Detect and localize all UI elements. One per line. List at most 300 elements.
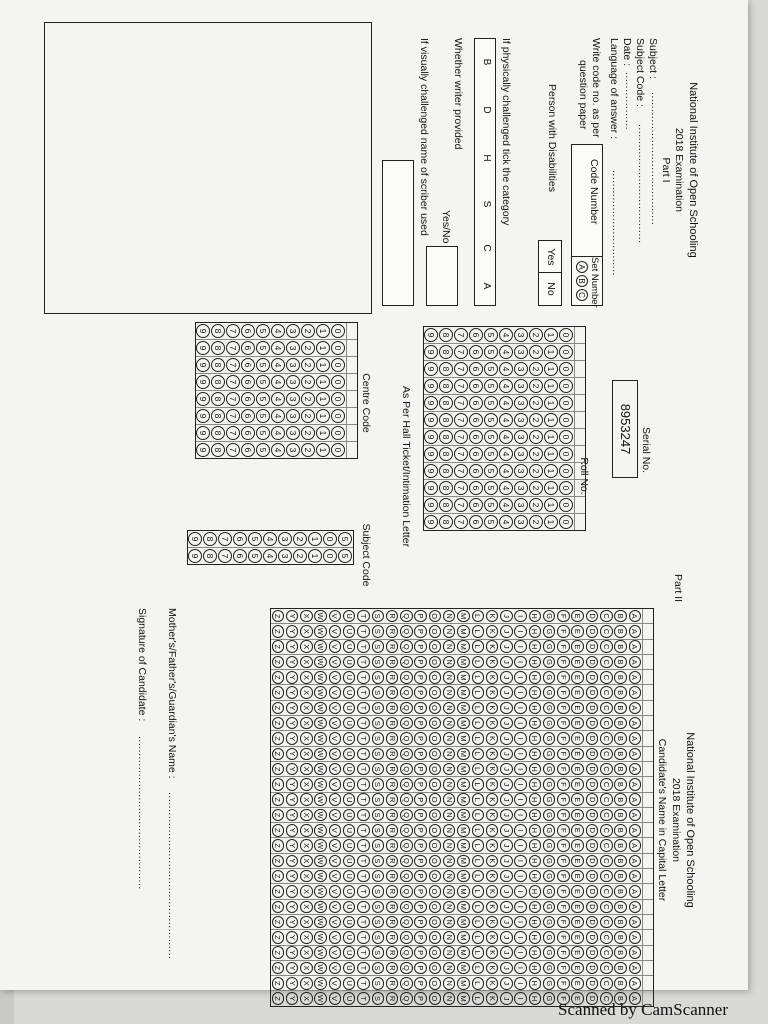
name-bubble[interactable]: L <box>472 686 485 699</box>
roll-bubble[interactable]: 3 <box>515 328 529 342</box>
name-bubble[interactable]: F <box>557 931 570 944</box>
name-bubble[interactable]: J <box>500 916 513 929</box>
name-bubble[interactable]: H <box>529 992 542 1005</box>
name-bubble[interactable]: C <box>600 625 613 638</box>
name-bubble[interactable]: M <box>457 824 470 837</box>
category-s[interactable]: S <box>481 200 492 208</box>
name-bubble[interactable]: T <box>357 640 370 653</box>
name-bubble[interactable]: E <box>571 885 584 898</box>
name-bubble[interactable]: F <box>557 717 570 730</box>
name-bubble[interactable]: L <box>472 962 485 975</box>
centre-bubble[interactable]: 9 <box>197 392 211 406</box>
name-bubble[interactable]: W <box>314 686 327 699</box>
name-bubble[interactable]: S <box>372 870 385 883</box>
name-bubble[interactable]: K <box>486 931 499 944</box>
name-write-cell[interactable] <box>642 670 653 684</box>
roll-bubble[interactable]: 0 <box>560 464 574 478</box>
name-bubble[interactable]: C <box>600 763 613 776</box>
name-bubble[interactable]: E <box>571 946 584 959</box>
subject-code-bubble[interactable]: 6 <box>234 532 248 546</box>
name-bubble[interactable]: D <box>586 748 599 761</box>
name-bubble[interactable]: E <box>571 763 584 776</box>
roll-bubble[interactable]: 1 <box>545 481 559 495</box>
name-bubble[interactable]: O <box>429 977 442 990</box>
name-bubble[interactable]: V <box>329 992 342 1005</box>
roll-bubble[interactable]: 5 <box>485 447 499 461</box>
name-bubble[interactable]: A <box>629 885 642 898</box>
name-write-cell[interactable] <box>642 976 653 990</box>
roll-bubble[interactable]: 2 <box>530 515 544 529</box>
name-bubble[interactable]: X <box>300 625 313 638</box>
name-bubble[interactable]: S <box>372 931 385 944</box>
name-bubble[interactable]: Y <box>286 748 299 761</box>
name-bubble[interactable]: X <box>300 885 313 898</box>
name-bubble[interactable]: L <box>472 916 485 929</box>
name-bubble[interactable]: M <box>457 702 470 715</box>
name-bubble[interactable]: T <box>357 992 370 1005</box>
name-bubble[interactable]: N <box>443 640 456 653</box>
roll-write-cell[interactable] <box>574 463 585 479</box>
name-bubble[interactable]: S <box>372 839 385 852</box>
name-bubble[interactable]: L <box>472 778 485 791</box>
name-bubble[interactable]: E <box>571 656 584 669</box>
name-bubble[interactable]: E <box>571 855 584 868</box>
name-bubble[interactable]: K <box>486 885 499 898</box>
roll-bubble[interactable]: 1 <box>545 345 559 359</box>
roll-bubble[interactable]: 6 <box>470 379 484 393</box>
name-bubble[interactable]: G <box>543 870 556 883</box>
name-bubble[interactable]: E <box>571 778 584 791</box>
roll-bubble[interactable]: 8 <box>440 447 454 461</box>
name-bubble[interactable]: U <box>343 732 356 745</box>
centre-bubble[interactable]: 0 <box>332 341 346 355</box>
name-bubble[interactable]: X <box>300 686 313 699</box>
name-bubble[interactable]: N <box>443 809 456 822</box>
name-bubble[interactable]: W <box>314 671 327 684</box>
name-bubble[interactable]: M <box>457 992 470 1005</box>
name-bubble[interactable]: C <box>600 901 613 914</box>
name-bubble[interactable]: S <box>372 732 385 745</box>
name-bubble[interactable]: S <box>372 992 385 1005</box>
name-bubble[interactable]: E <box>571 916 584 929</box>
roll-bubble[interactable]: 9 <box>425 328 439 342</box>
name-bubble[interactable]: N <box>443 946 456 959</box>
name-bubble[interactable]: O <box>429 809 442 822</box>
name-bubble[interactable]: H <box>529 977 542 990</box>
name-bubble[interactable]: Q <box>400 885 413 898</box>
subject-code-bubble[interactable]: 8 <box>204 532 218 546</box>
subject-code-bubble[interactable]: 2 <box>294 532 308 546</box>
name-bubble[interactable]: K <box>486 778 499 791</box>
name-bubble[interactable]: F <box>557 748 570 761</box>
centre-bubble[interactable]: 8 <box>212 324 226 338</box>
roll-bubble[interactable]: 7 <box>455 413 469 427</box>
roll-bubble[interactable]: 4 <box>500 396 514 410</box>
name-bubble[interactable]: X <box>300 809 313 822</box>
name-bubble[interactable]: C <box>600 931 613 944</box>
subject-code-bubble[interactable]: 3 <box>279 549 293 563</box>
category-d[interactable]: D <box>481 106 492 114</box>
name-bubble[interactable]: N <box>443 855 456 868</box>
name-bubble[interactable]: K <box>486 901 499 914</box>
name-bubble[interactable]: M <box>457 671 470 684</box>
centre-bubble[interactable]: 2 <box>302 375 316 389</box>
name-bubble[interactable]: G <box>543 763 556 776</box>
centre-bubble[interactable]: 9 <box>197 426 211 440</box>
roll-write-cell[interactable] <box>574 327 585 343</box>
name-bubble[interactable]: B <box>614 717 627 730</box>
name-write-cell[interactable] <box>642 900 653 914</box>
name-bubble[interactable]: S <box>372 748 385 761</box>
roll-bubble[interactable]: 2 <box>530 413 544 427</box>
centre-bubble[interactable]: 9 <box>197 358 211 372</box>
name-bubble[interactable]: I <box>514 717 527 730</box>
name-bubble[interactable]: B <box>614 778 627 791</box>
name-bubble[interactable]: P <box>414 824 427 837</box>
name-bubble[interactable]: Z <box>272 778 285 791</box>
name-bubble[interactable]: N <box>443 870 456 883</box>
centre-bubble[interactable]: 2 <box>302 358 316 372</box>
roll-bubble[interactable]: 4 <box>500 379 514 393</box>
name-bubble[interactable]: J <box>500 763 513 776</box>
name-bubble[interactable]: Q <box>400 640 413 653</box>
name-bubble[interactable]: U <box>343 901 356 914</box>
name-bubble[interactable]: I <box>514 702 527 715</box>
roll-bubble[interactable]: 3 <box>515 447 529 461</box>
name-bubble[interactable]: M <box>457 732 470 745</box>
roll-bubble[interactable]: 8 <box>440 413 454 427</box>
roll-bubble[interactable]: 7 <box>455 498 469 512</box>
yes-box[interactable] <box>538 240 562 274</box>
roll-bubble[interactable]: 6 <box>470 464 484 478</box>
roll-write-cell[interactable] <box>574 395 585 411</box>
name-bubble[interactable]: A <box>629 686 642 699</box>
name-bubble[interactable]: D <box>586 656 599 669</box>
name-bubble[interactable]: X <box>300 702 313 715</box>
name-bubble[interactable]: U <box>343 686 356 699</box>
name-bubble[interactable]: S <box>372 885 385 898</box>
name-bubble[interactable]: Y <box>286 946 299 959</box>
name-bubble[interactable]: I <box>514 671 527 684</box>
name-bubble[interactable]: H <box>529 855 542 868</box>
name-bubble[interactable]: J <box>500 962 513 975</box>
name-bubble[interactable]: R <box>386 625 399 638</box>
name-bubble[interactable]: U <box>343 763 356 776</box>
name-bubble[interactable]: R <box>386 732 399 745</box>
name-bubble[interactable]: B <box>614 839 627 852</box>
centre-bubble[interactable]: 7 <box>227 443 241 457</box>
name-bubble[interactable]: Z <box>272 610 285 623</box>
name-bubble[interactable]: Z <box>272 824 285 837</box>
name-bubble[interactable]: V <box>329 610 342 623</box>
centre-write-cell[interactable] <box>346 374 357 390</box>
centre-bubble[interactable]: 1 <box>317 443 331 457</box>
name-bubble[interactable]: Z <box>272 717 285 730</box>
roll-bubble[interactable]: 6 <box>470 345 484 359</box>
name-bubble[interactable]: R <box>386 839 399 852</box>
name-bubble[interactable]: D <box>586 931 599 944</box>
name-bubble[interactable]: J <box>500 977 513 990</box>
name-bubble[interactable]: U <box>343 977 356 990</box>
roll-bubble[interactable]: 9 <box>425 447 439 461</box>
centre-bubble[interactable]: 4 <box>272 443 286 457</box>
name-bubble[interactable]: Y <box>286 702 299 715</box>
roll-bubble[interactable]: 9 <box>425 481 439 495</box>
name-bubble[interactable]: E <box>571 824 584 837</box>
name-bubble[interactable]: A <box>629 916 642 929</box>
name-bubble[interactable]: Q <box>400 702 413 715</box>
centre-bubble[interactable]: 0 <box>332 426 346 440</box>
name-bubble[interactable]: T <box>357 732 370 745</box>
name-bubble[interactable]: I <box>514 732 527 745</box>
name-bubble[interactable]: L <box>472 946 485 959</box>
name-bubble[interactable]: O <box>429 931 442 944</box>
name-bubble[interactable]: P <box>414 916 427 929</box>
category-h[interactable]: H <box>481 154 492 162</box>
centre-bubble[interactable]: 4 <box>272 426 286 440</box>
name-write-cell[interactable] <box>642 961 653 975</box>
name-bubble[interactable]: K <box>486 610 499 623</box>
name-bubble[interactable]: Z <box>272 962 285 975</box>
name-bubble[interactable]: B <box>614 732 627 745</box>
name-bubble[interactable]: M <box>457 901 470 914</box>
name-bubble[interactable]: V <box>329 763 342 776</box>
name-bubble[interactable]: S <box>372 901 385 914</box>
name-bubble[interactable]: U <box>343 610 356 623</box>
name-bubble[interactable]: X <box>300 763 313 776</box>
centre-bubble[interactable]: 9 <box>197 375 211 389</box>
name-bubble[interactable]: H <box>529 824 542 837</box>
name-bubble[interactable]: M <box>457 640 470 653</box>
name-bubble[interactable]: S <box>372 702 385 715</box>
name-bubble[interactable]: T <box>357 824 370 837</box>
name-bubble[interactable]: M <box>457 778 470 791</box>
name-bubble[interactable]: X <box>300 839 313 852</box>
name-bubble[interactable]: X <box>300 855 313 868</box>
name-bubble[interactable]: T <box>357 916 370 929</box>
name-bubble[interactable]: K <box>486 992 499 1005</box>
name-bubble[interactable]: D <box>586 839 599 852</box>
roll-bubble[interactable]: 5 <box>485 396 499 410</box>
name-bubble[interactable]: G <box>543 992 556 1005</box>
name-write-cell[interactable] <box>642 624 653 638</box>
name-bubble[interactable]: I <box>514 885 527 898</box>
name-bubble[interactable]: F <box>557 778 570 791</box>
name-bubble[interactable]: N <box>443 778 456 791</box>
roll-bubble[interactable]: 9 <box>425 430 439 444</box>
name-bubble[interactable]: Y <box>286 778 299 791</box>
name-bubble[interactable]: Y <box>286 640 299 653</box>
name-bubble[interactable]: S <box>372 793 385 806</box>
name-bubble[interactable]: L <box>472 931 485 944</box>
name-bubble[interactable]: Z <box>272 977 285 990</box>
name-bubble[interactable]: L <box>472 717 485 730</box>
centre-bubble[interactable]: 3 <box>287 324 301 338</box>
name-bubble[interactable]: R <box>386 946 399 959</box>
name-bubble[interactable]: O <box>429 793 442 806</box>
name-bubble[interactable]: P <box>414 839 427 852</box>
roll-bubble[interactable]: 8 <box>440 464 454 478</box>
name-bubble[interactable]: W <box>314 748 327 761</box>
centre-bubble[interactable]: 0 <box>332 324 346 338</box>
centre-bubble[interactable]: 1 <box>317 426 331 440</box>
name-bubble[interactable]: Z <box>272 763 285 776</box>
name-bubble[interactable]: D <box>586 901 599 914</box>
name-bubble[interactable]: X <box>300 748 313 761</box>
name-bubble[interactable]: J <box>500 824 513 837</box>
name-bubble[interactable]: B <box>614 977 627 990</box>
roll-bubble[interactable]: 5 <box>485 413 499 427</box>
name-bubble[interactable]: I <box>514 763 527 776</box>
name-bubble[interactable]: S <box>372 610 385 623</box>
name-bubble[interactable]: M <box>457 656 470 669</box>
name-bubble[interactable]: J <box>500 640 513 653</box>
centre-bubble[interactable]: 7 <box>227 375 241 389</box>
name-bubble[interactable]: Y <box>286 717 299 730</box>
name-bubble[interactable]: C <box>600 870 613 883</box>
name-bubble[interactable]: W <box>314 916 327 929</box>
name-bubble[interactable]: M <box>457 946 470 959</box>
name-bubble[interactable]: J <box>500 732 513 745</box>
name-bubble[interactable]: O <box>429 671 442 684</box>
centre-bubble[interactable]: 5 <box>257 324 271 338</box>
centre-bubble[interactable]: 8 <box>212 409 226 423</box>
roll-bubble[interactable]: 1 <box>545 498 559 512</box>
name-bubble[interactable]: L <box>472 901 485 914</box>
name-bubble[interactable]: N <box>443 717 456 730</box>
roll-bubble[interactable]: 3 <box>515 498 529 512</box>
centre-bubble[interactable]: 4 <box>272 375 286 389</box>
roll-bubble[interactable]: 9 <box>425 379 439 393</box>
roll-bubble[interactable]: 2 <box>530 464 544 478</box>
name-bubble[interactable]: T <box>357 793 370 806</box>
name-bubble[interactable]: G <box>543 686 556 699</box>
name-bubble[interactable]: O <box>429 839 442 852</box>
name-bubble[interactable]: T <box>357 809 370 822</box>
name-bubble[interactable]: Q <box>400 855 413 868</box>
name-bubble[interactable]: E <box>571 640 584 653</box>
name-write-cell[interactable] <box>642 869 653 883</box>
roll-bubble[interactable]: 5 <box>485 498 499 512</box>
name-bubble[interactable]: L <box>472 656 485 669</box>
name-bubble[interactable]: Y <box>286 671 299 684</box>
name-bubble[interactable]: Y <box>286 763 299 776</box>
name-bubble[interactable]: G <box>543 916 556 929</box>
name-bubble[interactable]: P <box>414 748 427 761</box>
name-bubble[interactable]: J <box>500 656 513 669</box>
centre-bubble[interactable]: 7 <box>227 341 241 355</box>
name-bubble[interactable]: K <box>486 855 499 868</box>
name-bubble[interactable]: B <box>614 656 627 669</box>
set-option-c[interactable]: C <box>576 289 588 301</box>
centre-bubble[interactable]: 0 <box>332 375 346 389</box>
name-bubble[interactable]: D <box>586 809 599 822</box>
name-bubble[interactable]: F <box>557 992 570 1005</box>
name-bubble[interactable]: V <box>329 702 342 715</box>
roll-bubble[interactable]: 7 <box>455 345 469 359</box>
name-bubble[interactable]: W <box>314 992 327 1005</box>
name-bubble[interactable]: A <box>629 855 642 868</box>
name-bubble[interactable]: A <box>629 962 642 975</box>
name-bubble[interactable]: J <box>500 778 513 791</box>
roll-bubble[interactable]: 1 <box>545 464 559 478</box>
roll-bubble[interactable]: 5 <box>485 379 499 393</box>
centre-bubble[interactable]: 6 <box>242 426 256 440</box>
subject-code-bubble[interactable]: 8 <box>204 549 218 563</box>
name-bubble[interactable]: Q <box>400 870 413 883</box>
name-bubble[interactable]: T <box>357 870 370 883</box>
name-bubble[interactable]: I <box>514 686 527 699</box>
name-bubble[interactable]: A <box>629 656 642 669</box>
name-bubble[interactable]: U <box>343 992 356 1005</box>
name-bubble[interactable]: D <box>586 671 599 684</box>
roll-bubble[interactable]: 2 <box>530 447 544 461</box>
roll-bubble[interactable]: 8 <box>440 481 454 495</box>
centre-bubble[interactable]: 1 <box>317 341 331 355</box>
name-bubble[interactable]: G <box>543 778 556 791</box>
name-bubble[interactable]: H <box>529 839 542 852</box>
name-bubble[interactable]: X <box>300 946 313 959</box>
name-bubble[interactable]: H <box>529 763 542 776</box>
name-bubble[interactable]: H <box>529 793 542 806</box>
name-bubble[interactable]: K <box>486 824 499 837</box>
roll-bubble[interactable]: 0 <box>560 396 574 410</box>
name-bubble[interactable]: H <box>529 625 542 638</box>
roll-bubble[interactable]: 6 <box>470 328 484 342</box>
name-bubble[interactable]: Q <box>400 778 413 791</box>
centre-bubble[interactable]: 5 <box>257 341 271 355</box>
scriber-name-box[interactable] <box>382 160 414 306</box>
name-bubble[interactable]: A <box>629 809 642 822</box>
name-bubble[interactable]: N <box>443 885 456 898</box>
centre-bubble[interactable]: 3 <box>287 426 301 440</box>
roll-bubble[interactable]: 6 <box>470 396 484 410</box>
name-bubble[interactable]: G <box>543 748 556 761</box>
name-bubble[interactable]: V <box>329 625 342 638</box>
centre-bubble[interactable]: 5 <box>257 358 271 372</box>
subject-code-bubble[interactable]: 4 <box>264 549 278 563</box>
subject-code-bubble[interactable]: 0 <box>324 549 338 563</box>
name-bubble[interactable]: U <box>343 625 356 638</box>
name-bubble[interactable]: V <box>329 809 342 822</box>
roll-bubble[interactable]: 5 <box>485 345 499 359</box>
name-bubble[interactable]: J <box>500 748 513 761</box>
name-bubble[interactable]: V <box>329 671 342 684</box>
centre-bubble[interactable]: 4 <box>272 409 286 423</box>
roll-write-cell[interactable] <box>574 497 585 513</box>
name-bubble[interactable]: U <box>343 793 356 806</box>
name-bubble[interactable]: G <box>543 885 556 898</box>
name-bubble[interactable]: Y <box>286 686 299 699</box>
roll-bubble[interactable]: 1 <box>545 362 559 376</box>
name-write-cell[interactable] <box>642 609 653 623</box>
name-bubble[interactable]: D <box>586 778 599 791</box>
centre-bubble[interactable]: 4 <box>272 341 286 355</box>
name-bubble[interactable]: K <box>486 839 499 852</box>
name-bubble[interactable]: X <box>300 793 313 806</box>
name-bubble[interactable]: T <box>357 885 370 898</box>
name-bubble[interactable]: S <box>372 824 385 837</box>
name-bubble[interactable]: F <box>557 962 570 975</box>
name-bubble[interactable]: H <box>529 717 542 730</box>
subject-code-bubble[interactable]: 2 <box>294 549 308 563</box>
name-bubble[interactable]: H <box>529 778 542 791</box>
name-write-cell[interactable] <box>642 838 653 852</box>
centre-bubble[interactable]: 2 <box>302 409 316 423</box>
name-bubble[interactable]: Y <box>286 931 299 944</box>
name-bubble[interactable]: P <box>414 946 427 959</box>
name-bubble[interactable]: X <box>300 671 313 684</box>
